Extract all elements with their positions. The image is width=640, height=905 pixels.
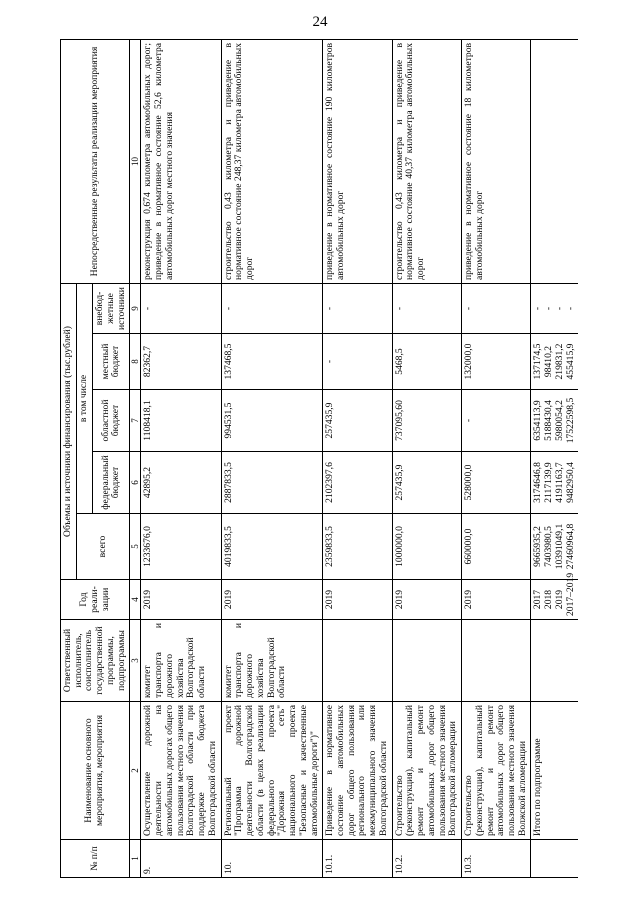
row-number: 10. [221,840,323,878]
table-row [392,39,461,877]
total-federal [531,452,578,514]
row-result: строительство 0,43 километра и приведение в нормативное состояние 248,37 километра автомобильных дорог [221,39,323,283]
total-regional [531,390,578,452]
column-index: 6 [130,452,141,514]
row-regional: - [462,390,531,452]
header-local: местный бюджет [93,334,130,390]
row-name: Строительство (реконструкция), капитальный ремонт и ремонт автомобильных дорог общего пользования местного значения Волгоградской агломерации [392,702,461,840]
page-number: 24 [312,14,328,30]
row-federal: 42895,2 [141,452,221,514]
row-regional: 257435,9 [323,390,392,452]
column-index: 7 [130,390,141,452]
total-federal-value: 3174646,8 [532,462,544,503]
header-results: Непосредственные результаты реализации мероприятия [61,39,130,283]
row-year: 2019 [221,580,323,620]
table-row [141,39,221,877]
total-federal-value: 9482950,4 [564,462,576,503]
row-federal: 528000,0 [462,452,531,514]
total-sum-value: 27460964,8 [564,523,576,570]
total-blank [531,840,578,878]
row-name: Осуществление дорожной деятельности на автомобильных дорогах общего пользования местного значения Волгоградской области при поддержке бюджета Волгоградской области [141,702,221,840]
total-sum-value: 9665935,2 [532,526,544,567]
row-year: 2019 [323,580,392,620]
column-index: 5 [130,514,141,580]
row-local: 82362,7 [141,334,221,390]
total-sum-value: 7403980,5 [543,526,555,567]
row-extra: - [392,283,461,333]
row-total: 1233676,0 [141,514,221,580]
total-executor-blank [531,620,578,702]
financing-table [60,39,578,878]
row-federal: 257435,9 [392,452,461,514]
header-federal: федеральный бюджет [93,452,130,514]
row-total: 1000000,0 [392,514,461,580]
row-number: 10.3. [462,840,531,878]
total-years [531,572,578,620]
row-name: Приведение в нормативное состояние автомобильных дорог общего пользования регионального или межмуниципального значения Волгоградской области [323,702,392,840]
header-regional: областной бюджет [93,390,130,452]
total-extra-value: - [553,306,565,311]
header-total: всего [76,514,130,580]
row-result: приведение в нормативное состояние 190 километров автомобильных дорог [323,39,392,283]
total-sum [531,514,578,580]
row-local: 132000,0 [462,334,531,390]
row-executor [323,620,392,702]
total-local-value: 98410,2 [543,345,555,378]
total-regional-value: 17522598,5 [564,397,576,444]
row-federal: 2102397,6 [323,452,392,514]
row-number: 10.1. [323,840,392,878]
header-year: Год реали- зации [61,580,130,620]
header-including: в том числе [76,283,92,513]
total-regional-value: 5980054,2 [553,400,565,441]
row-name: Региональный проект "Программа дорожной деятельности Волгоградской области (в целях реализации федерального проекта "Дорожная сеть" национального проекта "Безопасные и качественные автомобильные дороги")" [221,702,323,840]
total-result-blank [531,39,578,283]
row-executor [392,620,461,702]
row-extra: - [462,283,531,333]
total-year: 2019 [553,589,565,610]
total-year: 2018 [543,589,555,610]
total-local-value: 219831,2 [553,343,565,380]
table-row [221,39,323,877]
row-result: строительство 0,43 километра и приведение в нормативное состояние 40,37 километра автомобильных дорог [392,39,461,283]
column-index: 3 [130,620,141,702]
column-index: 9 [130,283,141,333]
row-executor: комитет транспорта и дорожного хозяйства Волгоградской области [221,620,323,702]
row-total: 4019833,5 [221,514,323,580]
row-name: Строительство (реконструкция), капитальный ремонт и ремонт автомобильных дорог общего пользования местного значения Волжской агломерации [462,702,531,840]
row-number: 9. [141,840,221,878]
total-local-value: 137174,5 [532,343,544,380]
table-row [323,39,392,877]
row-federal: 2887833,5 [221,452,323,514]
row-result: приведение в нормативное состояние 18 километров автомобильных дорог [462,39,531,283]
total-year: 2017–2019 [564,572,576,616]
rotated-table-container [60,40,620,878]
total-extra-value: - [564,306,576,311]
total-extra-value: - [543,306,555,311]
row-number: 10.2. [392,840,461,878]
row-extra: - [323,283,392,333]
row-local: 137468,5 [221,334,323,390]
row-regional: 1108418,1 [141,390,221,452]
table-row [462,39,531,877]
column-index: 1 [130,840,141,878]
header-extra: внебюд- жетные источники [93,283,130,333]
total-federal-value: 2117139,9 [543,462,555,503]
total-label: Итого по подпрограмме [531,702,578,840]
row-year: 2019 [462,580,531,620]
total-federal-value: 4191163,7 [553,462,565,503]
row-year: 2019 [392,580,461,620]
row-regional: 994531,5 [221,390,323,452]
column-index: 10 [130,39,141,283]
total-year: 2017 [532,589,544,610]
column-index: 2 [130,702,141,840]
total-sum-value: 10391049,1 [553,523,565,570]
header-no: № п/п [61,840,130,878]
column-index: 4 [130,580,141,620]
row-total: 660000,0 [462,514,531,580]
row-regional: 737095,60 [392,390,461,452]
row-extra: - [221,283,323,333]
column-index: 8 [130,334,141,390]
total-local [531,334,578,390]
column-index-row [130,39,141,877]
row-executor: комитет транспорта и дорожного хозяйства Волгоградской области [141,620,221,702]
row-result: реконструкция 0,674 километра автомобильных дорог; приведение в нормативное состояние 52,6 километра автомобильных дорог местного значения [141,39,221,283]
row-executor [462,620,531,702]
total-extra [531,283,578,333]
total-extra-value: - [532,306,544,311]
row-year: 2019 [141,580,221,620]
total-row [531,39,578,877]
row-extra: - [141,283,221,333]
total-regional-value: 5188430,4 [543,400,555,441]
row-local: - [323,334,392,390]
header-executor: Ответственный исполнитель, соисполнитель государственной программы, подпрограммы [61,620,130,702]
row-total: 2359833,5 [323,514,392,580]
total-regional-value: 6354113,9 [532,400,544,441]
header-name: Наименование основного мероприятия, мероприятия [61,702,130,840]
total-local-value: 455415,9 [564,343,576,380]
header-volumes: Объемы и источники финансирования (тыс.рублей) [61,283,77,579]
row-local: 5468,5 [392,334,461,390]
